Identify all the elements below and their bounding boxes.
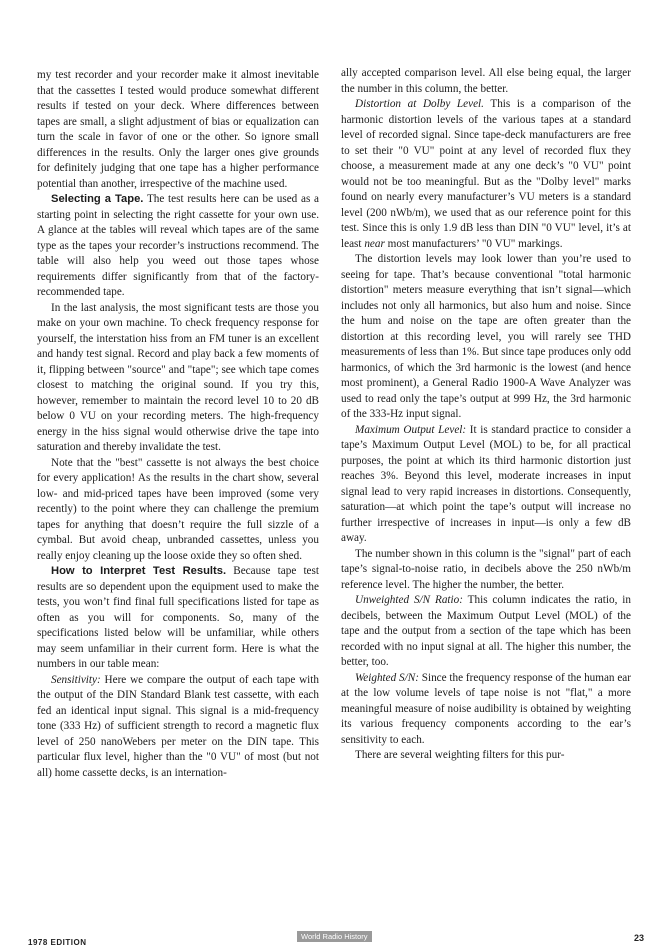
paragraph (341, 423, 631, 547)
page-number: 23 (634, 933, 645, 943)
run-in-term: Sensitivity: (51, 673, 101, 686)
paragraph-body: The test results here can be used as a starting point in selecting the right cassette for your own use. A glance at the tables will reveal which tapes are of the same type as the tapes your recorder’s instructions recommend. The table will also help you weed out those tapes whose requirements differ significantly from that of the factory-recommended tape. (37, 193, 319, 298)
edition-label: 1978 EDITION (28, 938, 87, 947)
paragraph: The distortion levels may look lower than you’re used to seeing for tape. That’s because conventional "total harmonic distortion" meters measure everything that isn’t signal—which includes not only all harmonics, but also hum and noise. Since the hum and noise on the tape are often greater than the distortion at this recording level, you will rarely see THD measurements of less than 1%. But since tape produces only odd harmonics, of which the 3rd harmonic is the lowest (and hence most prominent), a General Radio 1900-A Wave Analyzer was used to read only the tape’s output at 999 Hz, the 3rd harmonic of the 333-Hz input signal. (341, 253, 631, 420)
paragraph: ally accepted comparison level. All else being equal, the larger the number in this column, the better. (341, 67, 631, 95)
run-in-heading: How to Interpret Test Results. (51, 565, 227, 577)
paragraph: In the last analysis, the most significant tests are those you make on your own machine. To check frequency response for yourself, the interstation hiss from an FM tuner is an excellent and handy test signal. Record and play back a few moments of it, flipping between "source" and "tape"; see which tape comes closest to matching the original sound. If you try this, however, remember to maintain the record level 10 to 20 dB below 0 VU on your recording meters. The high-frequency energy in the hiss signal would otherwise drive the tape into saturation and thereby invalidate the test. (37, 301, 319, 453)
paragraph (341, 97, 631, 252)
paragraph: There are several weighting filters for this pur- (355, 749, 565, 761)
paragraph-body: It is standard practice to consider a tape’s Maximum Output Level (MOL) to be, for all practical purposes, the point at which its third harmonic distortion just reaches 3%. Beyond this level, moderate increases in input signal lead to very rapid increases in distortions. Consequently, saturation—at which point the tape’s output will increase no further irrespective of increases in input—is only a few dB away. (341, 423, 631, 544)
run-in-term: Distortion at Dolby Level. (355, 98, 484, 110)
run-in-term: Maximum Output Level: (355, 423, 467, 436)
paragraph: Note that the "best" cassette is not always the best choice for every application! As the results in the chart show, several low- and mid-priced tapes have been improved (some very recently) to the point where they can challenge the premium tapes for anything that doesn’t require the full sizzle of a cymbal. But avoid cheap, unbranded cassettes, unless you really enjoy cleaning up the loose oxide they so often shed. (37, 456, 319, 562)
run-in-term: Unweighted S/N Ratio: (355, 594, 463, 606)
run-in-term: Weighted S/N: (355, 671, 419, 684)
paragraph-body: Here we compare the output of each tape with the output of the DIN Standard Blank test cassette, with each fed an identical input signal. This signal is a mid-frequency tone (333 Hz) of sufficient strength to record a magnetic flux level of 250 nanoWebers per meter on the DIN tape. This particular flux level, higher than the "0 VU" of most (but not all) home cassette decks, is an internation- (37, 673, 319, 779)
paragraph (341, 671, 631, 749)
paragraph-body: This column indicates the ratio, in decibels, between the Maximum Output Level (MOL) of the tape and the output from a section of the tape which has been recorded with no input signal at all. The higher this number, the better, too. (341, 594, 631, 668)
emphasis: near (364, 237, 385, 250)
paragraph-body: Because tape test results are so dependent upon the equipment used to make the tests, you won’t find final full specifications listed for tape as often as you will for components. So, many of the specifications listed below will be unfamiliar, while others may seem unfamiliar in their current form. Here is what the numbers in our table mean: (37, 565, 319, 670)
paragraph (37, 192, 319, 301)
paragraph-body: This is a comparison of the harmonic distortion levels of the various tapes at a standard level of recorded signal. Since tape-deck manufacturers are free to set their "0 VU" point at any level of recorded flux they choose, a measurement made at any one deck’s "0 VU" point would not be too meaningful. But as the "Dolby level" marks found on nearly every manufacturer’s VU meters is a standard level (200 nWb/m), we used that as our reference point for this test. Since this is only 1.9 dB less than DIN "0 VU" level, it’s at least (341, 98, 631, 250)
paragraph-body: Since the frequency response of the human ear at the low volume levels of tape noise is not "flat," a more meaningful measure of noise audibility is obtained by weighting its various frequency components according to the ear’s sensitivity to each. (341, 671, 631, 746)
right-column (341, 66, 631, 764)
paragraph (37, 673, 319, 782)
watermark: World Radio History (297, 931, 372, 942)
paragraph: The number shown in this column is the "signal" part of each tape’s signal-to-noise ratio, in decibels above the 250 nWb/m reference level. The higher the number, the better. (341, 547, 631, 591)
paragraph (341, 593, 631, 671)
left-column (37, 68, 319, 781)
paragraph (37, 564, 319, 673)
paragraph: my test recorder and your recorder make it almost inevitable that the cassettes I tested would produce somewhat different results if tested on your deck. Where differences between tapes are small, a slight adjustment of bias or equalization can turn the scale in favor of one or the other. So ignore small differences in the results. Only the larger ones give grounds for definitely judging that one tape has a higher performance potential than another, irrespective of the machine used. (37, 69, 319, 190)
run-in-heading: Selecting a Tape. (51, 193, 144, 205)
paragraph-body: most manufacturers’ "0 VU" markings. (384, 237, 563, 250)
